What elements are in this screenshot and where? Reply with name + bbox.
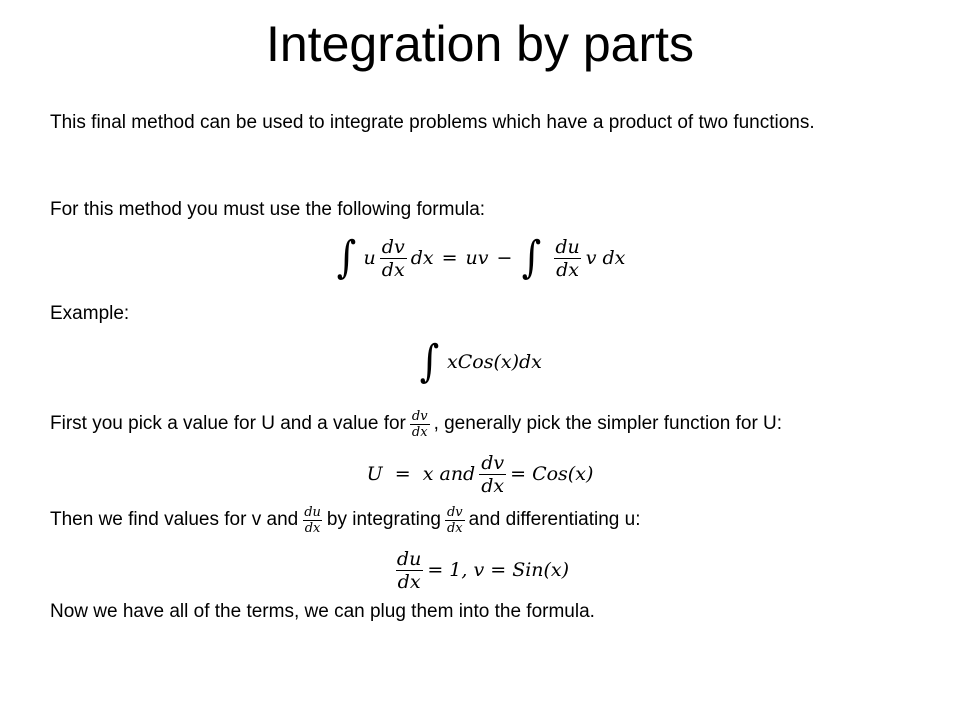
choice-dv-dx-fraction bbox=[479, 452, 506, 497]
equals-sign: = bbox=[441, 247, 458, 269]
find-du-dx-fraction bbox=[302, 505, 323, 536]
minus-sign: − bbox=[496, 247, 513, 269]
find-instruction bbox=[50, 498, 910, 542]
find-text-end: and differentiating u: bbox=[468, 509, 641, 530]
pick-text-end: , generally pick the simpler function for U: bbox=[433, 413, 783, 434]
pick-instruction bbox=[50, 402, 910, 446]
choice-equation bbox=[0, 448, 960, 500]
example-integrand: xCos(x)dx bbox=[447, 351, 542, 373]
conclusion-text: Now we have all of the terms, we can plug them into the formula. bbox=[50, 601, 595, 622]
pick-dv-dx-fraction bbox=[410, 409, 430, 440]
fraction-denominator: dx bbox=[381, 258, 405, 281]
result-rhs: = 1, v = Sin(x) bbox=[427, 559, 570, 581]
find-text-middle: by integrating bbox=[326, 509, 441, 530]
result-du-dx-fraction bbox=[395, 548, 423, 593]
intro-text: This final method can be used to integrate problems which have a product of two functions. bbox=[50, 112, 815, 133]
formula-u: u bbox=[363, 247, 376, 269]
integral-sign-icon: ∫ bbox=[419, 336, 440, 387]
example-label: Example: bbox=[50, 303, 130, 324]
fraction-numerator: du bbox=[396, 547, 422, 570]
fraction-denominator: dx bbox=[446, 520, 463, 536]
fraction-denominator: dx bbox=[481, 474, 505, 497]
fraction-denominator: dx bbox=[304, 520, 321, 536]
fraction-numerator: dv bbox=[381, 235, 405, 258]
integral-sign-icon: ∫ bbox=[336, 232, 356, 283]
find-text-start: Then we find values for v and bbox=[50, 509, 299, 530]
example-integral bbox=[0, 334, 960, 390]
result-equation bbox=[0, 544, 960, 596]
fraction-denominator: dx bbox=[397, 570, 421, 593]
choice-u: U = x and bbox=[366, 463, 476, 485]
fraction-denominator: dx bbox=[556, 258, 579, 281]
integral-sign-icon: ∫ bbox=[522, 232, 542, 283]
choice-rhs: = Cos(x) bbox=[510, 463, 594, 485]
formula-du-dx-fraction bbox=[553, 236, 581, 281]
formula-dx: dx bbox=[410, 247, 434, 269]
fraction-numerator: du bbox=[304, 504, 321, 520]
find-dv-dx-fraction bbox=[445, 505, 465, 536]
fraction-denominator: dx bbox=[411, 424, 428, 440]
pick-text-start: First you pick a value for U and a value for bbox=[50, 413, 406, 434]
formula-label: For this method you must use the following formula: bbox=[50, 199, 486, 220]
fraction-numerator: du bbox=[555, 235, 580, 258]
slide-title: Integration by parts bbox=[265, 16, 695, 72]
formula-equation bbox=[0, 226, 960, 290]
fraction-numerator: dv bbox=[446, 504, 463, 520]
fraction-numerator: dv bbox=[481, 451, 505, 474]
formula-uv: uv bbox=[465, 247, 489, 269]
formula-dv-dx-fraction bbox=[380, 236, 407, 281]
fraction-numerator: dv bbox=[411, 408, 428, 424]
formula-v-dx: v dx bbox=[585, 247, 626, 269]
